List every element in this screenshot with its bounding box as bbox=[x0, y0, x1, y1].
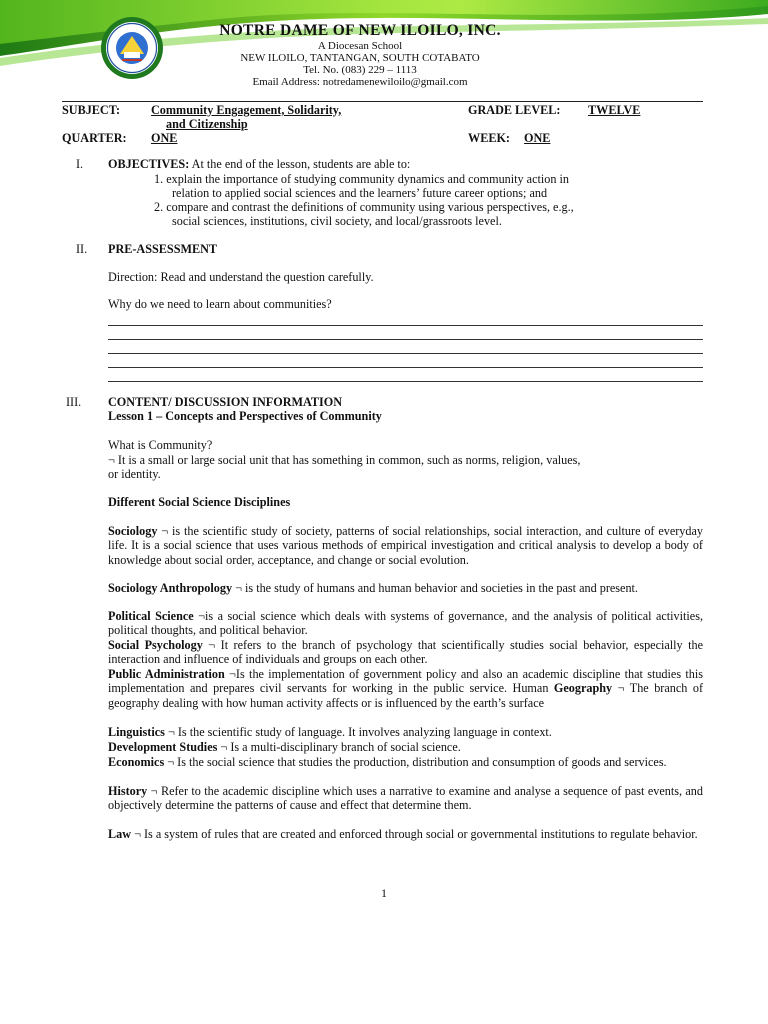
history-term: History bbox=[108, 784, 148, 798]
objective-item-2b: social sciences, institutions, civil society, and local/grassroots level. bbox=[172, 214, 502, 228]
political-science-definition: ¬is a social science which deals with systems of governance, and the analysis of political activities, political thoughts, and political behavior. bbox=[108, 609, 703, 638]
anthropology-term: Sociology Anthropology bbox=[108, 581, 233, 595]
grade-level-label: GRADE LEVEL: bbox=[468, 103, 561, 117]
linguistics-term: Linguistics bbox=[108, 725, 165, 739]
political-science-paragraph bbox=[108, 609, 703, 638]
answer-line bbox=[108, 381, 703, 382]
social-psychology-term: Social Psychology bbox=[108, 638, 203, 652]
law-term: Law bbox=[108, 827, 132, 841]
linguistics-definition: ¬ Is the scientific study of language. It involves analyzing language in context. bbox=[164, 725, 552, 739]
social-psychology-paragraph bbox=[108, 638, 703, 667]
answer-line bbox=[108, 367, 703, 368]
school-seal-logo bbox=[100, 16, 164, 80]
sociology-definition: ¬ is the scientific study of society, patterns of social relationships, social interaction, and culture of everyday life. It is a social science that uses various methods of empirical investigation and critical analysis to develop a body of knowledge about social order, acceptance, and change or social evolution. bbox=[108, 524, 703, 567]
content-number: III. bbox=[66, 395, 82, 409]
sociology-term: Sociology bbox=[108, 524, 158, 538]
answer-line bbox=[108, 353, 703, 354]
school-name: NOTRE DAME OF NEW ILOILO, INC. bbox=[219, 22, 501, 39]
objectives-intro: At the end of the lesson, students are able to: bbox=[189, 157, 411, 171]
political-science-term: Political Science bbox=[108, 609, 194, 623]
school-email: Email Address: notredamenewiloilo@gmail.com bbox=[252, 76, 468, 88]
community-definition-line1: ¬ It is a small or large social unit that has something in common, such as norms, religion, values, bbox=[108, 453, 581, 467]
history-paragraph bbox=[108, 784, 703, 813]
preassessment-title: PRE-ASSESSMENT bbox=[108, 242, 218, 256]
linguistics-paragraph bbox=[108, 725, 703, 739]
grade-level-value: TWELVE bbox=[588, 103, 641, 117]
economics-paragraph bbox=[108, 755, 703, 769]
school-telephone: Tel. No. (083) 229 – 1113 bbox=[303, 64, 417, 76]
header-divider bbox=[62, 101, 703, 102]
social-psychology-definition: ¬ It refers to the branch of psychology that scientifically studies social behavior, especially the interaction and influence of individuals and groups on each other. bbox=[108, 638, 703, 667]
law-paragraph bbox=[108, 827, 703, 841]
page-number: 1 bbox=[381, 886, 387, 900]
history-definition: ¬ Refer to the academic discipline which uses a narrative to examine and analyse a sequence of past events, and objectively determine the patterns of cause and effect that determine them. bbox=[108, 784, 703, 813]
public-administration-paragraph bbox=[108, 667, 703, 710]
anthropology-paragraph bbox=[108, 581, 703, 595]
objective-item-2a: 2. compare and contrast the definitions of community using various perspectives, e.g., bbox=[154, 200, 574, 214]
subject-label: SUBJECT: bbox=[62, 103, 121, 117]
public-administration-term: Public Administration bbox=[108, 667, 225, 681]
answer-line bbox=[108, 339, 703, 340]
disciplines-heading: Different Social Science Disciplines bbox=[108, 495, 291, 509]
lesson-title: Lesson 1 – Concepts and Perspectives of Community bbox=[108, 409, 382, 423]
week-label: WEEK: bbox=[468, 131, 510, 145]
preassessment-question: Why do we need to learn about communities? bbox=[108, 297, 332, 311]
what-is-community: What is Community? bbox=[108, 438, 213, 452]
public-administration-definition: ¬Is the implementation of government policy and also an academic discipline that studies this implementation and prepares civil servants for working in the public service. Human bbox=[108, 667, 703, 696]
anthropology-definition: ¬ is the study of humans and human behavior and societies in the past and present. bbox=[232, 581, 638, 595]
objectives-heading bbox=[108, 157, 410, 171]
quarter-value: ONE bbox=[151, 131, 178, 145]
development-studies-paragraph bbox=[108, 740, 703, 754]
school-address: NEW ILOILO, TANTANGAN, SOUTH COTABATO bbox=[240, 52, 480, 64]
week-value: ONE bbox=[524, 131, 551, 145]
school-tagline: A Diocesan School bbox=[317, 40, 403, 52]
law-definition: ¬ Is a system of rules that are created and enforced through social or governmental institutions to regulate behavior. bbox=[131, 827, 698, 841]
content-title: CONTENT/ DISCUSSION INFORMATION bbox=[108, 395, 343, 409]
sociology-paragraph bbox=[108, 524, 703, 567]
objective-item-1b: relation to applied social sciences and the learners’ future career options; and bbox=[172, 186, 548, 200]
subject-value-line1: Community Engagement, Solidarity, bbox=[151, 103, 342, 117]
economics-definition: ¬ Is the social science that studies the production, distribution and consumption of goods and services. bbox=[164, 755, 667, 769]
development-studies-definition: ¬ Is a multi-disciplinary branch of social science. bbox=[217, 740, 461, 754]
subject-value-line2: and Citizenship bbox=[166, 117, 248, 131]
preassessment-number: II. bbox=[76, 242, 88, 256]
geography-definition: ¬ The branch of geography dealing with how human activity affects or is influenced by the earth’s surface bbox=[108, 681, 703, 710]
answer-line bbox=[108, 325, 703, 326]
quarter-label: QUARTER: bbox=[62, 131, 127, 145]
objectives-number: I. bbox=[76, 157, 84, 171]
preassessment-direction: Direction: Read and understand the question carefully. bbox=[108, 270, 374, 284]
objectives-title: OBJECTIVES: bbox=[108, 157, 190, 171]
community-definition-line2: or identity. bbox=[108, 467, 161, 481]
development-studies-term: Development Studies bbox=[108, 740, 218, 754]
objective-item-1a: 1. explain the importance of studying community dynamics and community action in bbox=[154, 172, 569, 186]
geography-term: Geography bbox=[553, 681, 613, 696]
economics-term: Economics bbox=[108, 755, 165, 769]
